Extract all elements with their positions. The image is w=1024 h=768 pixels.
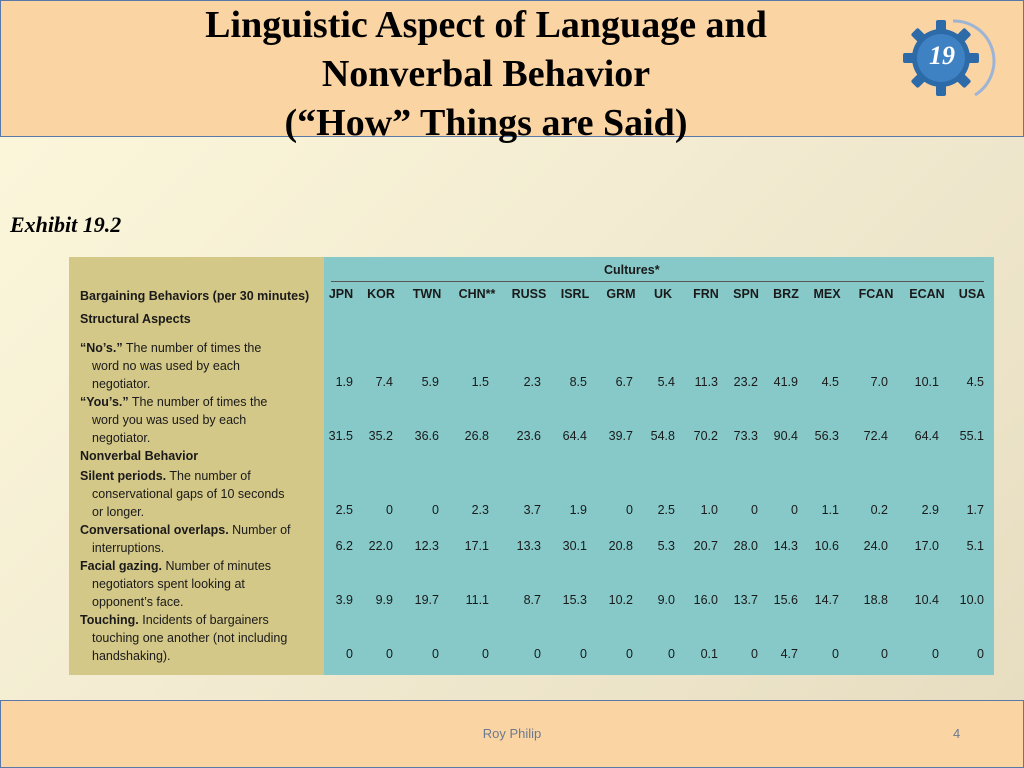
- behavior-description: conservational gaps of 10 seconds: [92, 487, 285, 501]
- slide-footer: [0, 700, 1024, 768]
- table-cell: 13.3: [516, 539, 541, 553]
- table-cell: 9.0: [657, 593, 675, 607]
- column-header: USA: [958, 287, 986, 301]
- table-cell: 17.0: [914, 539, 939, 553]
- table-cell: 55.1: [959, 429, 984, 443]
- behavior-label: [80, 339, 320, 393]
- table-cell: 2.9: [921, 503, 939, 517]
- exhibit-label: Exhibit 19.2: [10, 212, 122, 237]
- table-cell: 39.7: [608, 429, 633, 443]
- table-cell: 0: [791, 503, 798, 517]
- behavior-label: [80, 393, 320, 447]
- table-cell: 3.9: [335, 593, 353, 607]
- table-cell: 5.4: [657, 375, 675, 389]
- behavior-description: Number of minutes: [161, 559, 272, 573]
- table-cell: 0: [832, 647, 839, 661]
- table-cell: 0: [626, 647, 633, 661]
- table-cell: 70.2: [693, 429, 718, 443]
- table-cell: 0: [534, 647, 541, 661]
- cultures-header: Cultures*: [604, 263, 660, 277]
- table-cell: 10.0: [959, 593, 984, 607]
- behavior-description: The number of times the: [128, 395, 268, 409]
- behavior-label: [80, 521, 320, 557]
- table-cell: 8.5: [569, 375, 587, 389]
- table-cell: 0: [580, 647, 587, 661]
- behavior-name: “You’s.”: [80, 395, 129, 409]
- table-cell: 2.3: [471, 503, 489, 517]
- behavior-description: The number of times the: [122, 341, 262, 355]
- column-header: JPN: [328, 287, 354, 301]
- table-cell: 16.0: [693, 593, 718, 607]
- table-cell: 10.6: [814, 539, 839, 553]
- slide-title: [1, 1, 971, 148]
- behavior-name: Facial gazing.: [80, 559, 162, 573]
- title-line-3: (“How” Things are Said): [284, 102, 688, 144]
- table-cell: 31.5: [328, 429, 353, 443]
- table-cell: 8.7: [523, 593, 541, 607]
- table-cell: 35.2: [368, 429, 393, 443]
- row-header: Bargaining Behaviors (per 30 minutes): [80, 289, 310, 303]
- behavior-description: or longer.: [92, 505, 145, 519]
- table-cell: 64.4: [562, 429, 587, 443]
- table-cell: 4.5: [821, 375, 839, 389]
- table-cell: 23.6: [516, 429, 541, 443]
- table-cell: 6.2: [335, 539, 353, 553]
- behavior-name: Silent periods.: [80, 469, 167, 483]
- behavior-label: [80, 611, 320, 665]
- table-cell: 28.0: [733, 539, 758, 553]
- table-cell: 72.4: [863, 429, 888, 443]
- table-cell: 14.7: [814, 593, 839, 607]
- table-cell: 26.8: [464, 429, 489, 443]
- table-cell: 23.2: [733, 375, 758, 389]
- table-cell: 0: [977, 647, 984, 661]
- table-cell: 0: [751, 503, 758, 517]
- column-header: BRZ: [773, 287, 799, 301]
- chapter-badge: [903, 13, 999, 109]
- table-cell: 73.3: [733, 429, 758, 443]
- behavior-description: word you was used by each: [92, 413, 247, 427]
- table-cell: 10.4: [914, 593, 939, 607]
- table-cell: 36.6: [414, 429, 439, 443]
- table-cell: 13.7: [733, 593, 758, 607]
- table-cell: 10.1: [914, 375, 939, 389]
- title-line-2: Nonverbal Behavior: [321, 53, 651, 95]
- behavior-description: opponent’s face.: [92, 595, 184, 609]
- behavior-description: Number of: [228, 523, 291, 537]
- table-cell: 10.2: [608, 593, 633, 607]
- table-cell: 1.1: [821, 503, 839, 517]
- table-cell: 3.7: [523, 503, 541, 517]
- table-cell: 90.4: [773, 429, 798, 443]
- behavior-description: negotiator.: [92, 431, 151, 445]
- section-heading-nonverbal: Nonverbal Behavior: [80, 449, 199, 463]
- behavior-description: negotiator.: [92, 377, 151, 391]
- table-cell: 7.0: [870, 375, 888, 389]
- table-cell: 22.0: [368, 539, 393, 553]
- table-cell: 5.1: [966, 539, 984, 553]
- exhibit-table: [69, 257, 994, 675]
- table-cell: 0.1: [700, 647, 718, 661]
- table-cell: 6.7: [615, 375, 633, 389]
- page-number: 4: [953, 726, 961, 741]
- table-cell: 4.7: [780, 647, 798, 661]
- table-cell: 11.1: [465, 593, 489, 607]
- table-cell: 24.0: [863, 539, 888, 553]
- table-cell: 15.3: [562, 593, 587, 607]
- table-cell: 30.1: [562, 539, 587, 553]
- table-cell: 15.6: [773, 593, 798, 607]
- column-header: FRN: [693, 287, 719, 301]
- section-heading-structural: Structural Aspects: [80, 312, 191, 326]
- table-cell: 12.3: [414, 539, 439, 553]
- table-cell: 5.3: [657, 539, 675, 553]
- column-header: KOR: [367, 287, 395, 301]
- chapter-number: 19: [929, 41, 955, 70]
- column-header: SPN: [733, 287, 759, 301]
- table-cell: 17.1: [464, 539, 489, 553]
- behavior-description: The number of: [166, 469, 251, 483]
- title-line-1: Linguistic Aspect of Language and: [205, 4, 767, 46]
- table-cell: 11.3: [694, 375, 718, 389]
- behavior-description: word no was used by each: [92, 359, 241, 373]
- table-cell: 0: [751, 647, 758, 661]
- table-cell: 1.0: [700, 503, 718, 517]
- table-cell: 0: [482, 647, 489, 661]
- behavior-label: [80, 467, 320, 521]
- table-cell: 0: [668, 647, 675, 661]
- column-header: GRM: [606, 287, 636, 301]
- slide-header: [0, 0, 1024, 144]
- column-header: TWN: [412, 287, 442, 301]
- behavior-description: negotiators spent looking at: [92, 577, 245, 591]
- behavior-description: interruptions.: [92, 541, 165, 555]
- behavior-name: “No’s.”: [80, 341, 123, 355]
- table-cell: 1.9: [569, 503, 587, 517]
- table-cell: 2.5: [657, 503, 675, 517]
- table-cell: 4.5: [966, 375, 984, 389]
- behavior-label: [80, 557, 320, 611]
- table-cell: 0: [626, 503, 633, 517]
- table-cell: 20.7: [693, 539, 718, 553]
- table-cell: 54.8: [650, 429, 675, 443]
- behavior-name: Touching.: [80, 613, 139, 627]
- table-cell: 2.5: [335, 503, 353, 517]
- table-cell: 0: [432, 647, 439, 661]
- table-cell: 7.4: [375, 375, 393, 389]
- table-cell: 0: [881, 647, 888, 661]
- column-header: UK: [653, 287, 673, 301]
- column-header: FCAN: [858, 287, 894, 301]
- table-cell: 56.3: [814, 429, 839, 443]
- behavior-description: Incidents of bargainers: [138, 613, 269, 627]
- behavior-description: handshaking).: [92, 649, 171, 663]
- column-header: ISRL: [560, 287, 590, 301]
- table-cell: 0: [386, 647, 393, 661]
- behavior-name: Conversational overlaps.: [80, 523, 229, 537]
- table-cell: 1.5: [471, 375, 489, 389]
- table-cell: 0: [386, 503, 393, 517]
- table-cell: 2.3: [523, 375, 541, 389]
- table-cell: 5.9: [421, 375, 439, 389]
- table-cell: 0: [432, 503, 439, 517]
- table-cell: 0: [346, 647, 353, 661]
- footer-author: Roy Philip: [482, 726, 542, 741]
- cultures-rule: [331, 281, 984, 282]
- table-cell: 1.7: [966, 503, 984, 517]
- column-header: MEX: [813, 287, 841, 301]
- table-cell: 18.8: [863, 593, 888, 607]
- behavior-description: touching one another (not including: [92, 631, 288, 645]
- column-header: CHN**: [458, 287, 496, 301]
- table-cell: 19.7: [414, 593, 439, 607]
- table-cell: 20.8: [608, 539, 633, 553]
- table-cell: 0.2: [870, 503, 888, 517]
- table-cell: 14.3: [773, 539, 798, 553]
- table-cell: 0: [932, 647, 939, 661]
- table-cell: 9.9: [375, 593, 393, 607]
- table-cell: 64.4: [914, 429, 939, 443]
- column-header: RUSS: [511, 287, 547, 301]
- table-cell: 41.9: [773, 375, 798, 389]
- column-header: ECAN: [909, 287, 945, 301]
- table-cell: 1.9: [335, 375, 353, 389]
